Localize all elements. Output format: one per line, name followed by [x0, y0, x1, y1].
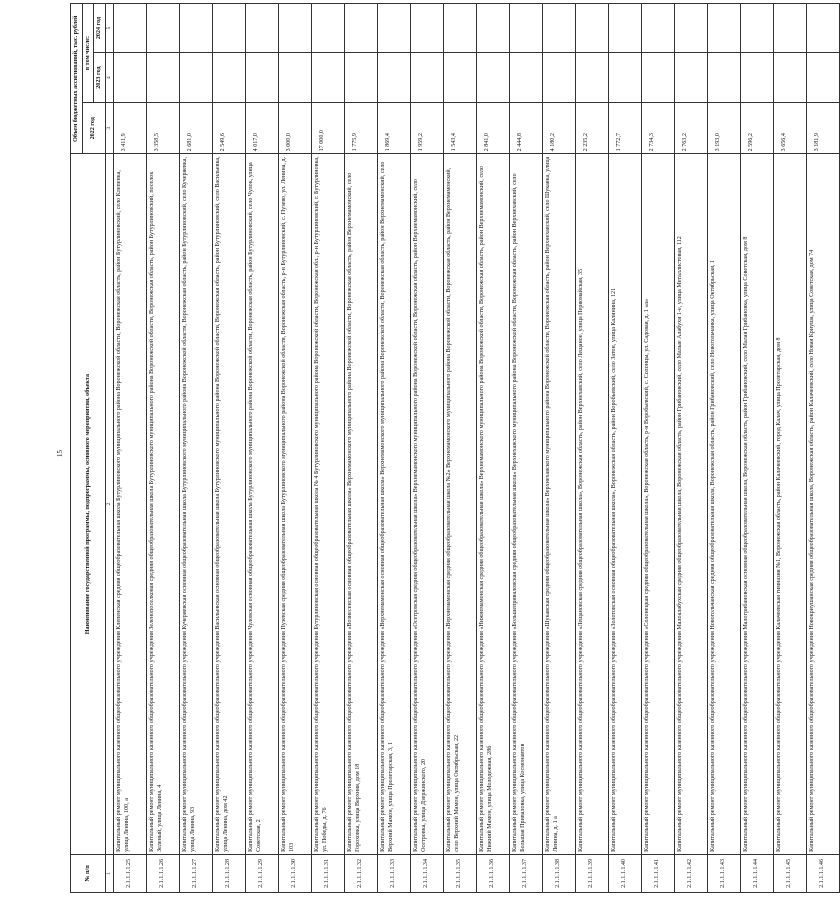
row-code: 2.1.1.1.1.36	[476, 854, 509, 892]
row-name: Капитальный ремонт муниципального казенного общеобразовательного учреждения Пузевская средняя общеобразовательная школа Бутурлиновского муниципального района Воронежской области, Воронежская область, р-н Бутурлиновский, с. Пузево, ул. Ленина, д. 103	[278, 154, 311, 855]
row-value-2024	[575, 4, 608, 53]
row-name: Капитальный ремонт муниципального казенного общеобразовательного учреждения Малоалабухская средняя общеобразовательная школа, Воронежская область, район Грибановский, село Малые Алабухи 1-е, улица Металлистовая, 112	[674, 154, 707, 855]
row-value-2023	[344, 53, 377, 103]
row-value-2024	[179, 4, 212, 53]
row-code: 2.1.1.1.1.31	[311, 854, 344, 892]
row-value-2023	[509, 53, 542, 103]
row-value-2022: 3 358,5	[146, 103, 179, 154]
row-value-2023	[773, 53, 806, 103]
row-value-2024	[113, 4, 146, 53]
table-row	[740, 4, 773, 893]
row-value-2024	[311, 4, 344, 53]
table-row	[641, 4, 674, 893]
table-header	[71, 4, 114, 893]
table-row	[278, 4, 311, 893]
row-name: Капитальный ремонт муниципального казенного общеобразовательного учреждения Чуловская основная общеобразовательная школа Бутурлиновского муниципального района Воронежской области, Воронежская область, район Бутурлиновский, село Чулок, улица Советская, 2	[245, 154, 278, 855]
header-year-2022: 2022 год	[82, 103, 105, 154]
row-name: Капитальный ремонт муниципального казенного общеобразовательного учреждения «Вознесенская основная общеобразовательная школа» Верхнемамонского муниципального района Воронежской области, Воронежская область, район Верхнемамонский, село Гороховка, улица Верхняя, дом 18	[344, 154, 377, 855]
row-name: Капитальный ремонт муниципального казенного общеобразовательного учреждения Кучеряевская основная общеобразовательная школа Бутурлиновского муниципального района Воронежской области, Воронежская область, район Бутурлиновский, село Кучеряевка, улица Ленина, 93	[179, 154, 212, 855]
row-value-2024	[146, 4, 179, 53]
row-value-2023	[212, 53, 245, 103]
column-number-row	[105, 4, 113, 893]
header-including: в том числе:	[82, 4, 94, 103]
table-row	[113, 4, 146, 893]
row-name: Капитальный ремонт муниципального казенного общеобразовательного учреждения Зеленопоселковая средняя общеобразовательная школа Бутурлиновского муниципального района Воронежской области, Воронежская область, район Бутурлиновский, поселок Зеленый, улица Ленина, 4	[146, 154, 179, 855]
row-code: 2.1.1.1.1.39	[575, 854, 608, 892]
row-value-2022: 4 017,0	[245, 103, 278, 154]
row-value-2023	[146, 53, 179, 103]
row-value-2023	[311, 53, 344, 103]
table-row	[476, 4, 509, 893]
table-row	[377, 4, 410, 893]
row-value-2024	[740, 4, 773, 53]
row-code: 2.1.1.1.1.46	[806, 854, 839, 892]
row-name: Капитальный ремонт муниципального казенного общеобразовательного учреждения Новокриушанская средняя общеобразовательная школа, Воронежская область, район Калачеевский, село Новая Криуша, улица Советская, дом 74	[806, 154, 839, 855]
row-value-2022: 17 000,0	[311, 103, 344, 154]
col-number: 4	[105, 53, 113, 103]
row-code: 2.1.1.1.1.43	[707, 854, 740, 892]
row-code: 2.1.1.1.1.30	[278, 854, 311, 892]
table-row	[542, 4, 575, 893]
row-value-2024	[608, 4, 641, 53]
table-body	[113, 4, 839, 893]
row-value-2022: 2 841,0	[476, 103, 509, 154]
page-number: 15	[56, 450, 64, 457]
row-value-2023	[113, 53, 146, 103]
row-value-2024	[773, 4, 806, 53]
header-year-2023: 2023 год	[94, 53, 106, 103]
row-code: 2.1.1.1.1.28	[212, 854, 245, 892]
row-value-2022: 3 000,0	[278, 103, 311, 154]
row-value-2023	[476, 53, 509, 103]
row-code: 2.1.1.1.1.25	[113, 854, 146, 892]
row-value-2024	[707, 4, 740, 53]
row-value-2022: 3 193,0	[707, 103, 740, 154]
row-name: Капитальный ремонт муниципального казенного общеобразовательного учреждения «Солонецкая средняя общеобразовательная школа», Воронежская область, р-н Воробьевский, с. Солонцы, ул. Садовая, д. 1 «а»	[641, 154, 674, 855]
row-code: 2.1.1.1.1.35	[443, 854, 476, 892]
row-code: 2.1.1.1.1.45	[773, 854, 806, 892]
row-name: Капитальный ремонт муниципального казенного общеобразовательного учреждения «Золотовская основная общеобразовательная школа», Воронежская область, район Воробьевский, село Затон, улица Калинина, 121	[608, 154, 641, 855]
row-name: Капитальный ремонт муниципального казенного общеобразовательного учреждения Новогольчанская средняя общеобразовательная школа, Воронежская область, район Грибановский, село Новогольчанка, улица Октябрьская, 1	[707, 154, 740, 855]
row-name: Капитальный ремонт муниципального казенного общеобразовательного учреждения «Лещановская средняя общеобразовательная школа», Воронежская область, район Верхнехавский, село Лещаное, улица Первомайская, 35	[575, 154, 608, 855]
table-row	[509, 4, 542, 893]
row-value-2023	[641, 53, 674, 103]
table-row	[806, 4, 839, 893]
row-value-2023	[542, 53, 575, 103]
row-value-2023	[443, 53, 476, 103]
row-value-2023	[740, 53, 773, 103]
table-row	[443, 4, 476, 893]
row-value-2023	[575, 53, 608, 103]
row-name: Капитальный ремонт муниципального казенного общеобразовательного учреждения Малогрибановская основная общеобразовательная школа, Воронежская область, район Грибановский, село Малая Грибановка, улица Советская, дом 8	[740, 154, 773, 855]
row-value-2024	[212, 4, 245, 53]
row-value-2024	[245, 4, 278, 53]
row-value-2024	[344, 4, 377, 53]
table-row	[146, 4, 179, 893]
row-name: Капитальный ремонт муниципального казенного общеобразовательного учреждения «Осетровская средняя общеобразовательная школа» Верхнемамонского муниципального района Воронежской области, Воронежская область, район Верхнемамонский, село Осетровка, улица Дзержинского, 20	[410, 154, 443, 855]
row-value-2022: 2 549,6	[212, 103, 245, 154]
col-number: 3	[105, 103, 113, 154]
row-value-2022: 2 681,0	[179, 103, 212, 154]
row-value-2022: 3 656,4	[773, 103, 806, 154]
table-row	[575, 4, 608, 893]
row-value-2022: 1 543,4	[443, 103, 476, 154]
row-code: 2.1.1.1.1.34	[410, 854, 443, 892]
header-num: № п/п	[71, 854, 106, 892]
row-code: 2.1.1.1.1.32	[344, 854, 377, 892]
row-name: Капитальный ремонт муниципального казенного общеобразовательного учреждения Бутурлиновская основная общеобразовательная школа № 4 Бутурлиновского муниципального района Воронежской области, Воронежская обл., р-н Бутурлиновский, г. Бутурлиновка, ул. Победы, д. 76	[311, 154, 344, 855]
row-value-2023	[377, 53, 410, 103]
row-code: 2.1.1.1.1.44	[740, 854, 773, 892]
row-name: Капитальный ремонт муниципального казенного общеобразовательного учреждения Калачеевская гимназия №1, Воронежская область, район Калачеевский, город Калач, улица Пролетарская, дом 8	[773, 154, 806, 855]
row-value-2022: 2 763,2	[674, 103, 707, 154]
row-value-2024	[278, 4, 311, 53]
row-value-2022: 2 734,3	[641, 103, 674, 154]
table-row	[179, 4, 212, 893]
header-volume: Объем бюджетных ассигнований, тыс. рублей	[71, 4, 83, 154]
row-name: Капитальный ремонт муниципального казенного общеобразовательного учреждения «Верхнемамонская основная общеобразовательная школа» Верхнемамонского муниципального района Воронежской области, Воронежская область, район Верхнемамонский, село Верхний Мамон, улица Пролетарская, 3, 1	[377, 154, 410, 855]
row-value-2022: 1 772,7	[608, 103, 641, 154]
col-number: 5	[105, 4, 113, 53]
table-row	[410, 4, 443, 893]
row-name: Капитальный ремонт муниципального казенного общеобразовательного учреждения «Шукавская средняя общеобразовательная школа» Верхнехавского муниципального района Воронежской области, Воронежская область, район Верхнехавский, село Шукавка, улица Ленина, д. 1 а	[542, 154, 575, 855]
row-value-2024	[476, 4, 509, 53]
row-value-2022: 1 775,9	[344, 103, 377, 154]
table-row	[344, 4, 377, 893]
row-value-2022: 1 959,2	[410, 103, 443, 154]
row-value-2024	[509, 4, 542, 53]
row-value-2023	[278, 53, 311, 103]
row-value-2023	[410, 53, 443, 103]
table-row	[773, 4, 806, 893]
table-row	[212, 4, 245, 893]
row-name: Капитальный ремонт муниципального казенного общеобразовательного учреждения Васильевская основная общеобразовательная школа Бутурлиновского муниципального района Воронежской области, Воронежская область, район Бутурлиновский, село Васильевка, улица Ленина, дом 42	[212, 154, 245, 855]
row-value-2022: 1 869,4	[377, 103, 410, 154]
row-value-2024	[542, 4, 575, 53]
row-value-2022: 4 180,2	[542, 103, 575, 154]
table-row	[707, 4, 740, 893]
row-code: 2.1.1.1.1.37	[509, 854, 542, 892]
row-value-2023	[707, 53, 740, 103]
row-value-2024	[443, 4, 476, 53]
row-name: Капитальный ремонт муниципального казенного общеобразовательного учреждения «Верхнемамонская средняя общеобразовательная школа №2» Верхнемамонского муниципального района Воронежской области, Воронежская область, район Верхнемамонский, село Верхний Мамон, улица Октябрьская, 22	[443, 154, 476, 855]
row-code: 2.1.1.1.1.33	[377, 854, 410, 892]
row-code: 2.1.1.1.1.40	[608, 854, 641, 892]
row-value-2023	[806, 53, 839, 103]
row-value-2024	[806, 4, 839, 53]
header-year-2024: 2024 год	[94, 4, 106, 53]
row-value-2024	[377, 4, 410, 53]
row-value-2023	[179, 53, 212, 103]
row-value-2024	[674, 4, 707, 53]
table-row	[245, 4, 278, 893]
row-name: Капитальный ремонт муниципального казенного общеобразовательного учреждения «Большеприваловская средняя общеобразовательная школа» Верхнехавского муниципального района Воронежской области, Воронежская область, район Верхнехавский, село Большая Приваловка, улица Космонавтов	[509, 154, 542, 855]
row-value-2024	[641, 4, 674, 53]
col-number: 2	[105, 154, 113, 855]
row-value-2023	[608, 53, 641, 103]
budget-table	[70, 3, 840, 893]
row-value-2022: 3 181,9	[806, 103, 839, 154]
row-code: 2.1.1.1.1.29	[245, 854, 278, 892]
row-code: 2.1.1.1.1.26	[146, 854, 179, 892]
row-value-2022: 2 596,2	[740, 103, 773, 154]
row-value-2022: 3 411,9	[113, 103, 146, 154]
row-value-2022: 2 235,2	[575, 103, 608, 154]
row-value-2023	[245, 53, 278, 103]
table-row	[608, 4, 641, 893]
col-number: 1	[105, 854, 113, 892]
row-code: 2.1.1.1.1.42	[674, 854, 707, 892]
row-value-2024	[410, 4, 443, 53]
row-value-2022: 2 444,8	[509, 103, 542, 154]
row-code: 2.1.1.1.1.27	[179, 854, 212, 892]
row-name: Капитальный ремонт муниципального казенного общеобразовательного учреждения Клепенская средняя общеобразовательная школа Бутурлиновского муниципального района Воронежской области, Воронежская область, район Бутурлиновский, село Клепенка, улица Ленина, 100, а	[113, 154, 146, 855]
header-name: Наименование государственной программы, подпрограммы, основного мероприятия, объекта	[71, 154, 106, 855]
table-row	[311, 4, 344, 893]
row-code: 2.1.1.1.1.41	[641, 854, 674, 892]
row-name: Капитальный ремонт муниципального казенного общеобразовательного учреждения «Нижнемамонская средняя общеобразовательная школа» Верхнемамонского муниципального района Воронежской области, Воронежская область, район Верхнемамонский, село Нижний Мамон, улица Молодежная, 28б	[476, 154, 509, 855]
table-row	[674, 4, 707, 893]
row-code: 2.1.1.1.1.38	[542, 854, 575, 892]
row-value-2023	[674, 53, 707, 103]
